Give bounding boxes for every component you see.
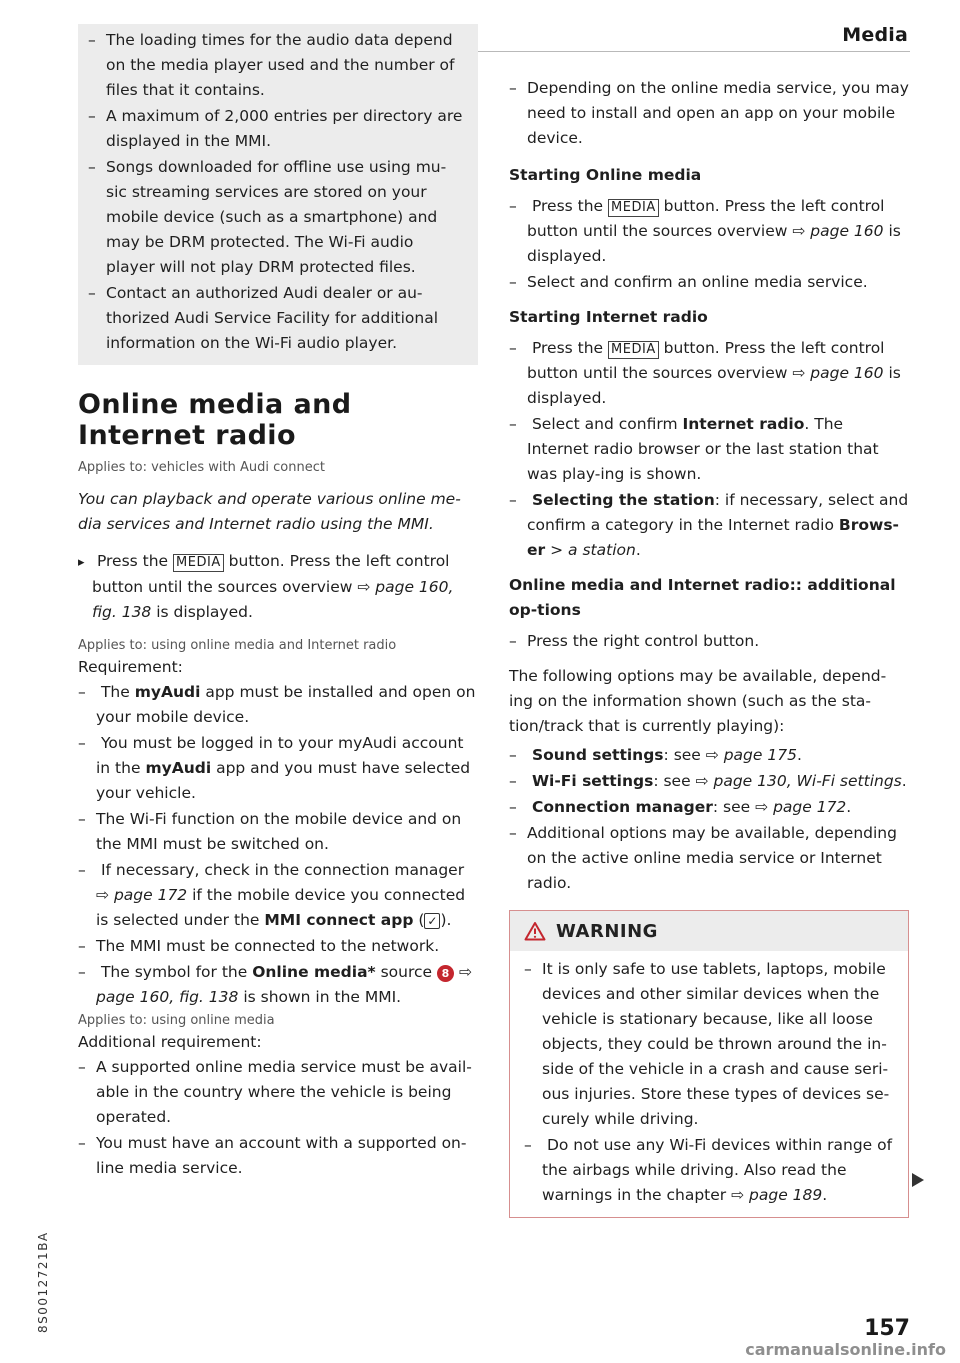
callout-number-icon: 8 xyxy=(437,965,454,982)
subheading-additional-options: Online media and Internet radio:: additional op-tions xyxy=(509,576,896,619)
note-item: – A maximum of 2,000 entries per directory are displayed in the MMI. xyxy=(88,104,464,154)
media-key-label: MEDIA xyxy=(608,341,659,359)
page-ref-arrow: ⇨ xyxy=(357,578,371,596)
note-item: – The loading times for the audio data depend on the media player used and the number of files that it contains. xyxy=(88,28,464,103)
info-item: – Depending on the online media service, you may need to install and open an app on your mobile device. xyxy=(509,76,909,151)
page-reference[interactable]: page 189 xyxy=(749,1186,823,1204)
page-reference[interactable]: page 160 xyxy=(810,222,884,240)
right-column xyxy=(509,76,909,1218)
page-ref-arrow: ⇨ xyxy=(96,886,109,904)
warning-header xyxy=(510,911,908,951)
page-ref-arrow: ⇨ xyxy=(731,1186,745,1204)
step-item: – Select and confirm Internet radio. The Internet radio browser or the last station that was play-ing is shown. xyxy=(509,412,909,487)
page-ref-arrow: ⇨ xyxy=(792,222,806,240)
page-ref-arrow: ⇨ xyxy=(705,746,719,764)
note-item: – Contact an authorized Audi dealer or au-thorized Audi Service Facility for additional information on the Wi-Fi audio player. xyxy=(88,281,464,356)
warning-item: – Do not use any Wi-Fi devices within range of the airbags while driving. Also read the warnings in the chapter ⇨ page 189. xyxy=(524,1133,894,1208)
page-reference[interactable]: page 175 xyxy=(723,746,797,764)
page-header-title: Media xyxy=(842,24,908,46)
requirement-item: – You must have an account with a supported on-line media service. xyxy=(78,1131,478,1181)
page-ref-arrow: ⇨ xyxy=(695,772,709,790)
page-reference[interactable]: page 130, Wi-Fi settings xyxy=(713,772,902,790)
option-item: – Wi-Fi settings: see ⇨ page 130, Wi-Fi settings. xyxy=(509,769,909,794)
step-item: – Press the right control button. xyxy=(509,629,909,654)
media-key-label: MEDIA xyxy=(608,199,659,217)
section-heading: Online media and Internet radio xyxy=(78,389,352,451)
step-item: – Press the MEDIA button. Press the left control button until the sources overview ⇨ page 160 is displayed. xyxy=(509,336,909,411)
applies-to: Applies to: using online media and Internet radio xyxy=(78,638,397,653)
step-item: ▸ Press the MEDIA button. Press the left control button until the sources overview ⇨ page 160, fig. 138 is displayed. xyxy=(78,549,478,625)
warning-title: WARNING xyxy=(556,920,658,942)
continue-arrow-icon xyxy=(912,1173,924,1187)
requirement-item: – You must be logged in to your myAudi account in the myAudi app and you must have selected your vehicle. xyxy=(78,731,478,806)
note-box xyxy=(78,24,478,365)
option-item: – Additional options may be available, depending on the active online media service or Internet radio. xyxy=(509,821,909,896)
note-item: – Songs downloaded for offline use using mu-sic streaming services are stored on your mobile device (such as a smartphone) and may be DRM protected. The Wi-Fi audio player will not play DRM protected files. xyxy=(88,155,464,280)
requirement-item: – The symbol for the Online media* source 8 ⇨ page 160, fig. 138 is shown in the MMI. xyxy=(78,960,478,1010)
subheading-start-radio: Starting Internet radio xyxy=(509,308,708,326)
page-reference[interactable]: page 160, fig. 138 xyxy=(92,578,454,621)
applies-to: Applies to: vehicles with Audi connect xyxy=(78,460,325,475)
page-reference[interactable]: page 160 xyxy=(810,364,884,382)
options-intro: The following options may be available, depend-ing on the information shown (such as the sta-tion/track that is currently playing): xyxy=(509,667,887,735)
document-code: 8S0012721BA xyxy=(36,1231,50,1333)
requirement-label: Requirement: xyxy=(78,658,183,676)
page-reference[interactable]: page 172 xyxy=(113,886,188,904)
applies-to: Applies to: using online media xyxy=(78,1013,275,1028)
media-key-label: MEDIA xyxy=(173,554,224,572)
step-item: – Press the MEDIA button. Press the left control button until the sources overview ⇨ page 160 is displayed. xyxy=(509,194,909,269)
checkbox-icon: ✓ xyxy=(424,913,440,929)
warning-triangle-icon xyxy=(524,921,546,941)
requirement-item: – A supported online media service must be avail-able in the country where the vehicle is being operated. xyxy=(78,1055,478,1130)
requirement-item: – The Wi-Fi function on the mobile device and on the MMI must be switched on. xyxy=(78,807,478,857)
requirement-item: – The myAudi app must be installed and open on your mobile device. xyxy=(78,680,478,730)
option-item: – Sound settings: see ⇨ page 175. xyxy=(509,743,909,768)
step-item: – Selecting the station: if necessary, select and confirm a category in the Internet radio Brows-er > a station. xyxy=(509,488,909,563)
step-item: – Select and confirm an online media service. xyxy=(509,270,909,295)
subheading-start-online: Starting Online media xyxy=(509,166,702,184)
page-ref-arrow: ⇨ xyxy=(458,963,472,981)
page-number: 157 xyxy=(864,1316,910,1341)
warning-item: – It is only safe to use tablets, laptops, mobile devices and other similar devices when the vehicle is stationary because, like all loose objects, they could be thrown around the in-side of the vehicle in a crash and cause seri-ous injuries. Store these types of devices se-curely while driving. xyxy=(524,957,894,1132)
page-reference[interactable]: page 172 xyxy=(773,798,847,816)
watermark: carmanualsonline.info xyxy=(745,1340,946,1359)
warning-body xyxy=(510,951,908,1217)
page-reference[interactable]: page 160, fig. 138 xyxy=(96,988,239,1006)
left-column xyxy=(78,0,478,1182)
warning-box xyxy=(509,910,909,1218)
page-ref-arrow: ⇨ xyxy=(792,364,806,382)
option-item: – Connection manager: see ⇨ page 172. xyxy=(509,795,909,820)
intro-text: You can playback and operate various online me-dia services and Internet radio using the MMI. xyxy=(78,490,461,533)
page-ref-arrow: ⇨ xyxy=(755,798,769,816)
additional-requirement-label: Additional requirement: xyxy=(78,1033,262,1051)
requirement-item: – The MMI must be connected to the network. xyxy=(78,934,478,959)
requirement-item: – If necessary, check in the connection manager ⇨ page 172 if the mobile device you connected is selected under the MMI connect app ( ✓ ). xyxy=(78,858,478,933)
